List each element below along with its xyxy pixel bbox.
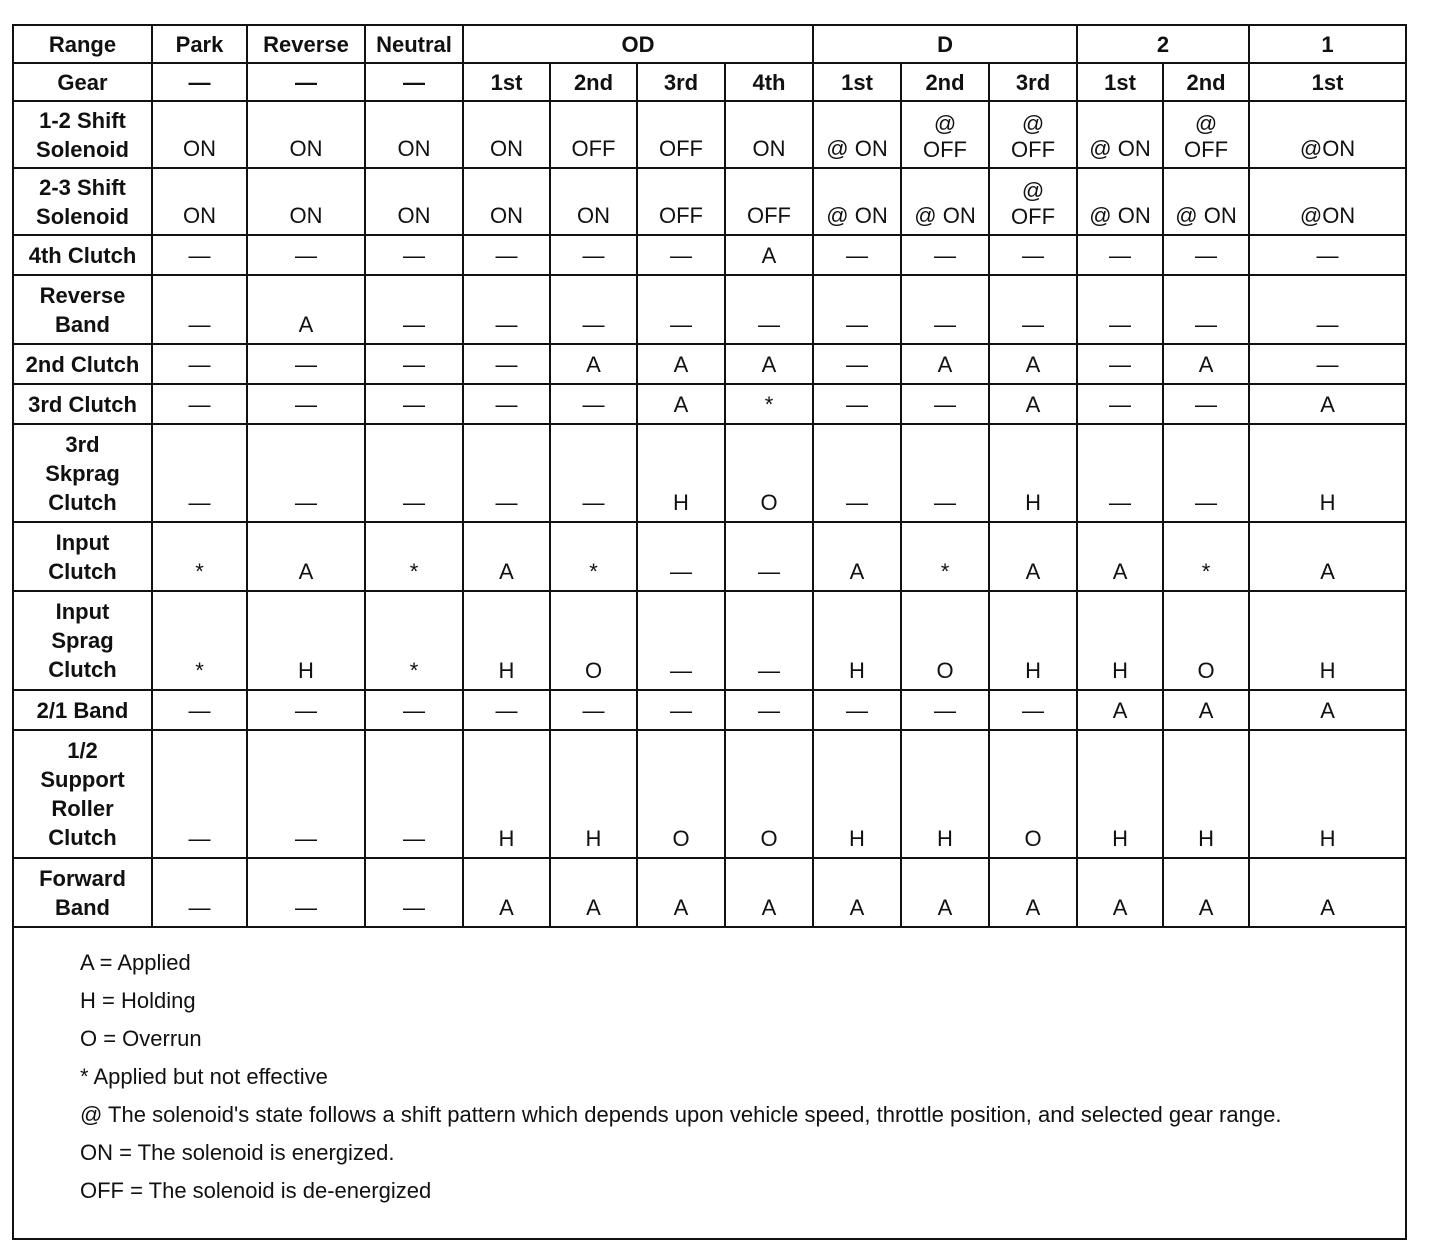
table-cell: — bbox=[989, 235, 1077, 275]
table-cell: — bbox=[901, 235, 989, 275]
table-cell: * bbox=[152, 591, 247, 690]
table-cell: — bbox=[463, 690, 550, 730]
table-cell: — bbox=[1077, 275, 1163, 344]
table-cell: H bbox=[989, 591, 1077, 690]
range-header: Neutral bbox=[365, 26, 463, 63]
table-cell: A bbox=[813, 522, 901, 591]
table-cell: — bbox=[152, 275, 247, 344]
table-cell: ON bbox=[152, 101, 247, 168]
table-cell: — bbox=[813, 384, 901, 424]
table-cell: H bbox=[813, 591, 901, 690]
table-cell: — bbox=[247, 384, 365, 424]
table-row bbox=[14, 522, 1405, 591]
table-cell: — bbox=[550, 275, 637, 344]
table-cell: — bbox=[1249, 275, 1405, 344]
row-label-line: Input bbox=[55, 599, 110, 624]
table-cell: H bbox=[1249, 730, 1405, 858]
table-cell bbox=[901, 101, 989, 168]
table-cell: O bbox=[550, 591, 637, 690]
table-cell: — bbox=[247, 690, 365, 730]
table-cell: — bbox=[1077, 384, 1163, 424]
table-cell: — bbox=[247, 344, 365, 384]
table-row bbox=[14, 235, 1405, 275]
table-cell: H bbox=[1249, 424, 1405, 522]
row-label-line: Band bbox=[55, 311, 110, 337]
cell-line: @ bbox=[1021, 178, 1045, 203]
table-cell: * bbox=[365, 522, 463, 591]
table-row bbox=[14, 384, 1405, 424]
row-label bbox=[14, 591, 152, 690]
table-cell: @ ON bbox=[1077, 101, 1163, 168]
range-header: 2 bbox=[1077, 26, 1249, 63]
row-label bbox=[14, 235, 152, 275]
cell-line: OFF bbox=[1011, 137, 1056, 162]
table-row bbox=[14, 690, 1405, 730]
range-header: D bbox=[813, 26, 1077, 63]
table-row bbox=[14, 344, 1405, 384]
table-cell: — bbox=[725, 522, 813, 591]
table-cell: * bbox=[1163, 522, 1249, 591]
table-cell: — bbox=[1249, 344, 1405, 384]
gear-header: 1st bbox=[463, 63, 550, 101]
gear-header: — bbox=[247, 63, 365, 101]
gear-header: 1st bbox=[1249, 63, 1405, 101]
row-label-line: Clutch bbox=[48, 657, 117, 682]
range-header: 1 bbox=[1249, 26, 1405, 63]
row-label-line: Band bbox=[55, 894, 110, 920]
table-cell: — bbox=[1163, 275, 1249, 344]
table-cell: — bbox=[365, 384, 463, 424]
gear-label: Gear bbox=[14, 63, 152, 101]
table-cell: — bbox=[463, 384, 550, 424]
table-cell: OFF bbox=[550, 101, 637, 168]
table-cell: A bbox=[1249, 690, 1405, 730]
table-cell: * bbox=[152, 522, 247, 591]
table-cell: * bbox=[550, 522, 637, 591]
table-cell: A bbox=[989, 858, 1077, 927]
table-cell: O bbox=[989, 730, 1077, 858]
legend-item: * Applied but not effective bbox=[80, 1064, 328, 1089]
table-body bbox=[14, 26, 1405, 927]
table-cell bbox=[989, 101, 1077, 168]
table-cell: A bbox=[1249, 522, 1405, 591]
table-row bbox=[14, 730, 1405, 858]
table-cell: — bbox=[152, 344, 247, 384]
table-cell: @ ON bbox=[813, 101, 901, 168]
table-cell: H bbox=[463, 591, 550, 690]
table-cell: — bbox=[247, 858, 365, 927]
table-cell: A bbox=[1249, 858, 1405, 927]
table-cell: @ON bbox=[1249, 168, 1405, 235]
gear-header: 3rd bbox=[989, 63, 1077, 101]
gear-header: 2nd bbox=[550, 63, 637, 101]
row-label-line: Input bbox=[55, 529, 110, 555]
table-cell: ON bbox=[725, 101, 813, 168]
table-cell: A bbox=[550, 344, 637, 384]
table-cell: — bbox=[550, 235, 637, 275]
row-label-line: Clutch bbox=[48, 825, 117, 850]
table-cell: A bbox=[725, 344, 813, 384]
application-table bbox=[14, 26, 1405, 928]
table-cell: — bbox=[365, 730, 463, 858]
table-cell: A bbox=[1077, 858, 1163, 927]
table-cell: H bbox=[637, 424, 725, 522]
row-label-line: Support bbox=[40, 767, 125, 792]
table-row bbox=[14, 168, 1405, 235]
table-cell: H bbox=[550, 730, 637, 858]
row-label bbox=[14, 424, 152, 522]
legend-item: OFF = The solenoid is de-energized bbox=[80, 1178, 432, 1203]
table-cell: H bbox=[247, 591, 365, 690]
table-cell: — bbox=[813, 344, 901, 384]
table-cell: — bbox=[637, 235, 725, 275]
cell-line: OFF bbox=[1184, 137, 1229, 162]
table-cell bbox=[1163, 101, 1249, 168]
table-cell: ON bbox=[463, 168, 550, 235]
row-label-line: Sprag bbox=[51, 628, 114, 653]
table-cell: — bbox=[247, 235, 365, 275]
table-cell: — bbox=[725, 591, 813, 690]
table-cell: H bbox=[901, 730, 989, 858]
table-cell: ON bbox=[463, 101, 550, 168]
table-cell: O bbox=[1163, 591, 1249, 690]
table-cell: A bbox=[247, 275, 365, 344]
table-cell: OFF bbox=[637, 101, 725, 168]
table-cell: — bbox=[1163, 235, 1249, 275]
table-cell: — bbox=[463, 275, 550, 344]
range-header-row bbox=[14, 26, 1405, 63]
table-cell: — bbox=[152, 384, 247, 424]
row-label bbox=[14, 384, 152, 424]
cell-line: OFF bbox=[1011, 204, 1056, 229]
table-cell: — bbox=[152, 235, 247, 275]
table-cell: — bbox=[1163, 384, 1249, 424]
table-cell bbox=[989, 168, 1077, 235]
table-cell: — bbox=[725, 275, 813, 344]
legend-item: ON = The solenoid is energized. bbox=[80, 1140, 395, 1165]
row-label bbox=[14, 275, 152, 344]
table-cell: @ ON bbox=[1163, 168, 1249, 235]
clutch-application-chart bbox=[12, 24, 1407, 1240]
table-row bbox=[14, 101, 1405, 168]
table-cell: — bbox=[152, 730, 247, 858]
table-cell: — bbox=[463, 235, 550, 275]
row-label-line: 3rd bbox=[65, 431, 100, 457]
gear-header-row bbox=[14, 63, 1405, 101]
table-cell: H bbox=[813, 730, 901, 858]
table-row bbox=[14, 591, 1405, 690]
table-cell: ON bbox=[550, 168, 637, 235]
table-cell: A bbox=[637, 858, 725, 927]
legend-item: O = Overrun bbox=[80, 1026, 202, 1051]
table-cell: — bbox=[365, 235, 463, 275]
table-cell: A bbox=[247, 522, 365, 591]
table-cell: A bbox=[1163, 344, 1249, 384]
row-label bbox=[14, 690, 152, 730]
table-cell: — bbox=[247, 424, 365, 522]
table-cell: — bbox=[813, 235, 901, 275]
table-cell: A bbox=[463, 858, 550, 927]
gear-header: 1st bbox=[813, 63, 901, 101]
cell-line: @ bbox=[1021, 111, 1045, 136]
table-cell: — bbox=[365, 275, 463, 344]
row-label bbox=[14, 858, 152, 927]
legend-item: H = Holding bbox=[80, 988, 196, 1013]
table-cell: O bbox=[725, 730, 813, 858]
row-label bbox=[14, 168, 152, 235]
table-cell: — bbox=[813, 690, 901, 730]
table-cell: @ ON bbox=[1077, 168, 1163, 235]
row-label-line: Clutch bbox=[48, 558, 117, 584]
row-label-line: 2/1 Band bbox=[36, 697, 129, 723]
row-label-line: 4th Clutch bbox=[28, 242, 137, 268]
table-cell: * bbox=[365, 591, 463, 690]
table-row bbox=[14, 424, 1405, 522]
range-header: Reverse bbox=[247, 26, 365, 63]
table-cell: OFF bbox=[725, 168, 813, 235]
table-cell: * bbox=[901, 522, 989, 591]
table-cell: — bbox=[550, 424, 637, 522]
gear-header: 4th bbox=[725, 63, 813, 101]
table-cell: — bbox=[637, 522, 725, 591]
row-label bbox=[14, 730, 152, 858]
table-cell: — bbox=[365, 858, 463, 927]
table-row bbox=[14, 275, 1405, 344]
table-cell: — bbox=[901, 690, 989, 730]
table-cell: — bbox=[813, 424, 901, 522]
row-label-line: Solenoid bbox=[36, 136, 129, 162]
table-cell: A bbox=[463, 522, 550, 591]
cell-line: OFF bbox=[923, 137, 967, 162]
row-label-line: Forward bbox=[39, 865, 126, 891]
table-cell: A bbox=[1077, 522, 1163, 591]
gear-header: 2nd bbox=[901, 63, 989, 101]
table-cell: ON bbox=[365, 168, 463, 235]
table-row bbox=[14, 858, 1405, 927]
table-cell: — bbox=[152, 690, 247, 730]
row-label bbox=[14, 101, 152, 168]
table-cell: — bbox=[463, 424, 550, 522]
table-cell: H bbox=[463, 730, 550, 858]
table-cell: OFF bbox=[637, 168, 725, 235]
table-cell: H bbox=[1077, 730, 1163, 858]
table-cell: — bbox=[637, 690, 725, 730]
table-cell: O bbox=[901, 591, 989, 690]
row-label-line: 2-3 Shift bbox=[39, 174, 126, 200]
table-cell: — bbox=[550, 690, 637, 730]
gear-header: 3rd bbox=[637, 63, 725, 101]
table-cell: — bbox=[901, 384, 989, 424]
table-cell: A bbox=[989, 384, 1077, 424]
table-cell: @ON bbox=[1249, 101, 1405, 168]
table-cell: O bbox=[725, 424, 813, 522]
table-cell: — bbox=[1077, 424, 1163, 522]
row-label-line: 3rd Clutch bbox=[28, 391, 137, 417]
cell-line: @ bbox=[933, 111, 957, 136]
table-cell: H bbox=[1163, 730, 1249, 858]
table-cell: — bbox=[152, 858, 247, 927]
row-label-line: Reverse bbox=[39, 282, 126, 308]
table-cell: — bbox=[152, 424, 247, 522]
table-cell: — bbox=[637, 591, 725, 690]
table-cell: — bbox=[550, 384, 637, 424]
table-cell: A bbox=[1163, 690, 1249, 730]
table-cell: — bbox=[901, 275, 989, 344]
gear-header: — bbox=[365, 63, 463, 101]
table-cell: H bbox=[989, 424, 1077, 522]
row-label bbox=[14, 522, 152, 591]
legend-item: @ The solenoid's state follows a shift pattern which depends upon vehicle speed, throttle position, and selected gear range. bbox=[80, 1102, 1282, 1127]
range-label: Range bbox=[14, 26, 152, 63]
table-cell: A bbox=[989, 522, 1077, 591]
table-cell: A bbox=[813, 858, 901, 927]
table-cell: * bbox=[725, 384, 813, 424]
range-header: Park bbox=[152, 26, 247, 63]
table-cell: O bbox=[637, 730, 725, 858]
table-cell: ON bbox=[365, 101, 463, 168]
table-cell: — bbox=[725, 690, 813, 730]
row-label-line: 2nd Clutch bbox=[25, 351, 140, 377]
legend bbox=[80, 948, 1392, 1214]
table-cell: A bbox=[725, 235, 813, 275]
table-cell: A bbox=[637, 344, 725, 384]
table-cell: — bbox=[901, 424, 989, 522]
cell-line: @ bbox=[1194, 111, 1218, 136]
table-cell: — bbox=[813, 275, 901, 344]
table-cell: — bbox=[1163, 424, 1249, 522]
table-cell: A bbox=[637, 384, 725, 424]
row-label-line: Clutch bbox=[48, 489, 117, 515]
legend-item: A = Applied bbox=[80, 950, 191, 975]
table-cell: A bbox=[1163, 858, 1249, 927]
table-cell: — bbox=[365, 690, 463, 730]
table-cell: A bbox=[1249, 384, 1405, 424]
table-cell: — bbox=[1249, 235, 1405, 275]
table-cell: H bbox=[1077, 591, 1163, 690]
table-cell: ON bbox=[247, 168, 365, 235]
table-cell: ON bbox=[152, 168, 247, 235]
row-label bbox=[14, 344, 152, 384]
range-header: OD bbox=[463, 26, 813, 63]
table-cell: H bbox=[1249, 591, 1405, 690]
row-label-line: Skprag bbox=[45, 460, 120, 486]
row-label-line: Roller bbox=[51, 796, 114, 821]
table-cell: A bbox=[550, 858, 637, 927]
gear-header: 2nd bbox=[1163, 63, 1249, 101]
table-cell: — bbox=[989, 275, 1077, 344]
gear-header: — bbox=[152, 63, 247, 101]
table-cell: — bbox=[1077, 344, 1163, 384]
gear-header: 1st bbox=[1077, 63, 1163, 101]
table-cell: — bbox=[365, 344, 463, 384]
table-cell: — bbox=[365, 424, 463, 522]
table-cell: — bbox=[247, 730, 365, 858]
table-cell: ON bbox=[247, 101, 365, 168]
table-cell: — bbox=[637, 275, 725, 344]
row-label-line: 1/2 bbox=[67, 738, 98, 763]
table-cell: @ ON bbox=[813, 168, 901, 235]
table-cell: A bbox=[725, 858, 813, 927]
table-cell: @ ON bbox=[901, 168, 989, 235]
table-cell: A bbox=[901, 344, 989, 384]
table-cell: A bbox=[1077, 690, 1163, 730]
table-cell: — bbox=[463, 344, 550, 384]
table-cell: A bbox=[989, 344, 1077, 384]
table-cell: — bbox=[989, 690, 1077, 730]
row-label-line: 1-2 Shift bbox=[39, 107, 126, 133]
table-cell: A bbox=[901, 858, 989, 927]
row-label-line: Solenoid bbox=[36, 203, 129, 229]
table-cell: — bbox=[1077, 235, 1163, 275]
